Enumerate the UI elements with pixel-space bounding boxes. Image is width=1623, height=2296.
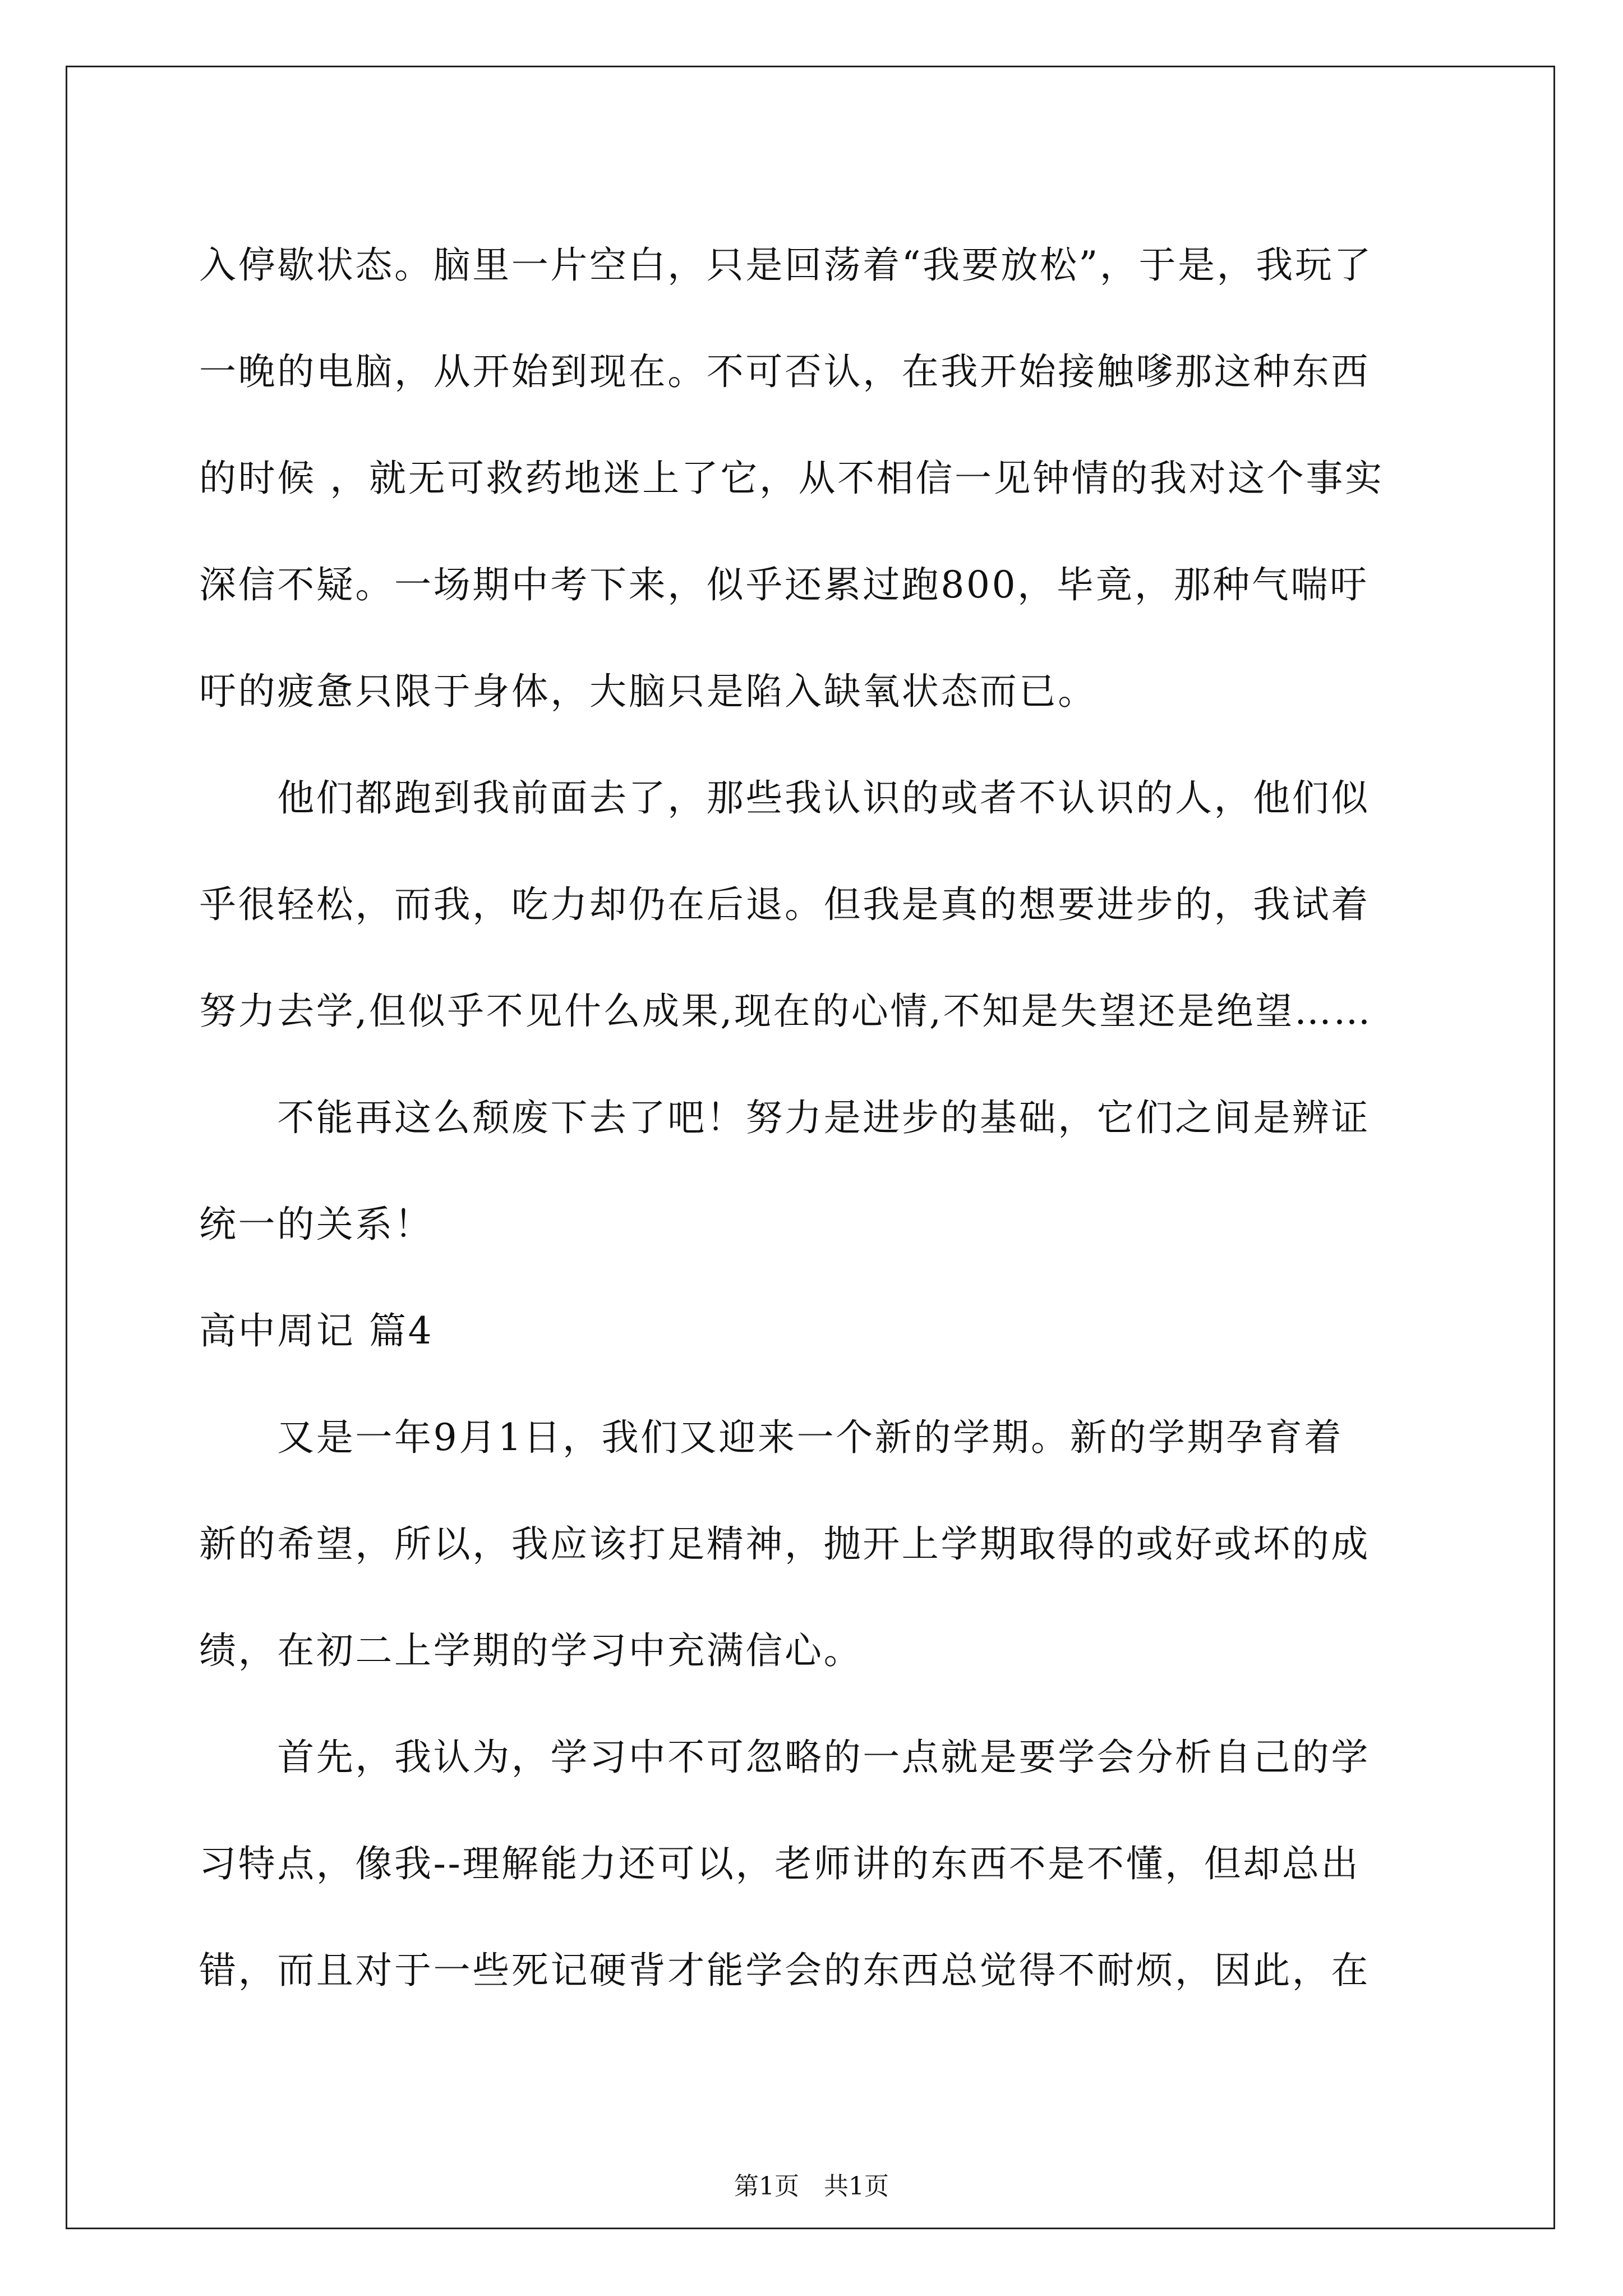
text-line: 首先，我认为，学习中不可忽略的一点就是要学会分析自己的学 bbox=[199, 1736, 1370, 1779]
text-line: 又是一年9月1日，我们又迎来一个新的学期。新的学期孕育着 bbox=[199, 1416, 1343, 1459]
text-line: 努力去学,但似乎不见什么成果,现在的心情,不知是失望还是绝望…… bbox=[199, 990, 1373, 1033]
text-line: 乎很轻松，而我，吃力却仍在后退。但我是真的想要进步的，我试着 bbox=[199, 883, 1370, 926]
text-line: 他们都跑到我前面去了，那些我认识的或者不认识的人，他们似 bbox=[199, 776, 1370, 820]
text-line: 习特点，像我--理解能力还可以，老师讲的东西不是不懂，但却总出 bbox=[199, 1842, 1361, 1885]
text-line: 深信不疑。一场期中考下来，似乎还累过跑800，毕竟，那种气喘吁 bbox=[199, 563, 1369, 606]
text-line: 吁的疲惫只限于身体，大脑只是陷入缺氧状态而已。 bbox=[199, 670, 1097, 713]
text-line: 新的希望，所以，我应该打足精神，抛开上学期取得的或好或坏的成 bbox=[199, 1522, 1370, 1566]
text-line: 统一的关系！ bbox=[199, 1203, 434, 1246]
page-footer: 第1页 共1页 bbox=[734, 2172, 889, 2201]
text-line: 绩，在初二上学期的学习中充满信心。 bbox=[199, 1629, 863, 1672]
text-line: 不能再这么颓废下去了吧！努力是进步的基础，它们之间是辨证 bbox=[199, 1096, 1370, 1139]
document-body bbox=[199, 212, 1422, 2024]
text-line: 错，而且对于一些死记硬背才能学会的东西总觉得不耐烦，因此，在 bbox=[199, 1949, 1370, 1992]
text-line: 入停歇状态。脑里一片空白，只是回荡着“我要放松”，于是，我玩了 bbox=[199, 243, 1373, 287]
text-line: 的时候 ，就无可救药地迷上了它，从不相信一见钟情的我对这个事实 bbox=[199, 457, 1384, 500]
text-line: 一晚的电脑，从开始到现在。不可否认，在我开始接触嗲那这种东西 bbox=[199, 350, 1370, 393]
section-heading: 高中周记 篇4 bbox=[199, 1309, 434, 1352]
